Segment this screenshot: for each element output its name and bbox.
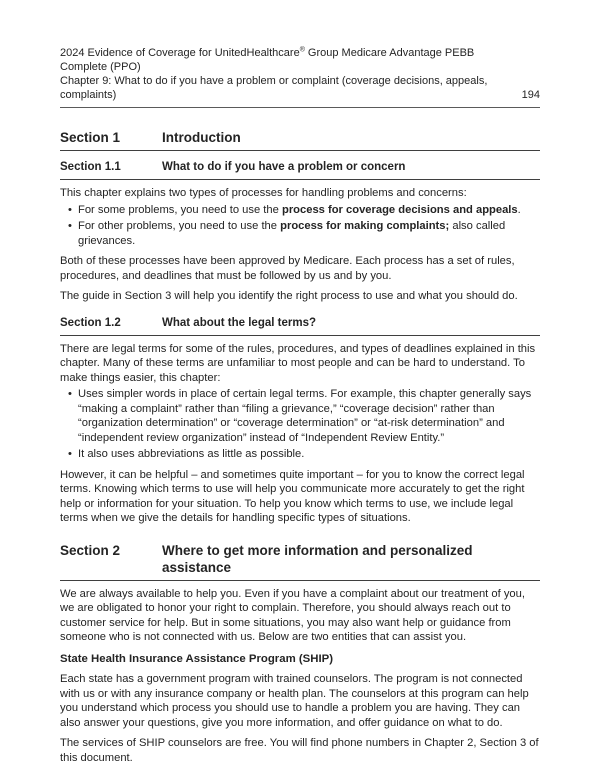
section-label: Section 1 bbox=[60, 130, 121, 145]
section-label: Section 1.1 bbox=[60, 161, 121, 173]
bullet-list bbox=[60, 203, 540, 249]
section-2-heading bbox=[60, 542, 540, 581]
paragraph: The services of SHIP counselors are free. You will find phone numbers in Chapter 2, Section 3 of this document. bbox=[60, 737, 539, 764]
bullet-text: For some problems, you need to use the bbox=[78, 203, 282, 216]
bullet-list bbox=[60, 387, 540, 462]
document-body bbox=[60, 129, 540, 765]
section-title: Where to get more information and personalized assistance bbox=[162, 542, 473, 575]
bullet-text-bold: process for coverage decisions and appeals bbox=[281, 203, 518, 216]
bullet-item bbox=[68, 219, 540, 248]
section-title: What to do if you have a problem or concern bbox=[162, 161, 406, 173]
header-line-3: Chapter 9: What to do if you have a problem or complaint (coverage decisions, appeals, bbox=[60, 75, 488, 87]
section-label: Section 2 bbox=[60, 542, 121, 558]
paragraph: We are always available to help you. Even if you have a complaint about our treatment of you, we are obligated to honor your right to complain. Therefore, you should always reach out to customer service for help. But in some situations, you may also want help or guidance from someone who is not connected with us. Below are two entities that can assist you. bbox=[60, 587, 525, 643]
bullet-text: For other problems, you need to use the bbox=[78, 220, 281, 232]
header-line-2: Complete (PPO) bbox=[60, 61, 141, 73]
header-title-text: Group Medicare Advantage PEBB bbox=[304, 47, 475, 59]
bullet-text-bold: process for making complaints; bbox=[280, 220, 450, 232]
page-number: 194 bbox=[521, 89, 540, 101]
header-title-text: 2024 Evidence of Coverage for UnitedHealthcare bbox=[60, 47, 300, 59]
bullet-item bbox=[68, 387, 540, 445]
bullet-marker: • bbox=[68, 220, 72, 232]
bullet-item bbox=[68, 447, 540, 462]
bullet-text: also called grievances. bbox=[78, 220, 506, 247]
page-header bbox=[60, 46, 540, 108]
paragraph: There are legal terms for some of the rules, procedures, and types of deadlines explained in this chapter. Many of these terms are unfamiliar to most people and can be hard to understand. To make things easier, this chapter: bbox=[60, 342, 536, 384]
ship-heading: State Health Insurance Assistance Program (SHIP) bbox=[60, 652, 334, 665]
paragraph: Each state has a government program with trained counselors. The program is not connected with us or with any insurance company or health plan. The counselors at this program can help you understand which process you should use to handle a problem you are having. They can also answer your questions, give you more information, and offer guidance on what to do. bbox=[60, 673, 529, 729]
paragraph-intro: This chapter explains two types of processes for handling problems and concerns: bbox=[60, 187, 467, 199]
bullet-marker: • bbox=[68, 448, 72, 460]
header-chapter-text: complaints) bbox=[60, 89, 117, 101]
bullet-text: It also uses abbreviations as little as possible. bbox=[78, 448, 305, 460]
bullet-text: Uses simpler words in place of certain legal terms. For example, this chapter generally says “making a complaint” rather than “filing a grievance,” “coverage decision” rather than “organization determination” or “coverage determination” or “at-risk determination” and “independent review organization” instead of “Independent Review Entity.” bbox=[78, 388, 532, 444]
section-title: Introduction bbox=[162, 130, 241, 145]
section-label: Section 1.2 bbox=[60, 316, 121, 329]
registered-trademark: ® bbox=[299, 46, 305, 54]
section-1-2-heading bbox=[60, 316, 540, 336]
bullet-item bbox=[68, 203, 540, 218]
bullet-text: . bbox=[517, 203, 521, 216]
header-line-4 bbox=[60, 88, 540, 102]
bullet-marker: • bbox=[68, 388, 72, 400]
header-line-1 bbox=[60, 46, 540, 60]
paragraph: Both of these processes have been approved by Medicare. Each process has a set of rules, procedures, and deadlines that must be followed by us and by you. bbox=[60, 255, 515, 282]
section-1-heading bbox=[60, 129, 540, 151]
section-1-1-heading bbox=[60, 160, 540, 180]
paragraph: The guide in Section 3 will help you identify the right process to use and what you should do. bbox=[60, 290, 518, 302]
section-title: What about the legal terms? bbox=[162, 316, 316, 329]
paragraph: However, it can be helpful – and sometimes quite important – for you to know the correct legal terms. Knowing which terms to use will help you communicate more accurately to get the right help or information for your situation. To help you know which terms to use, we include legal terms when we give the details for handling specific types of situations. bbox=[60, 468, 525, 524]
bullet-marker: • bbox=[68, 203, 72, 216]
